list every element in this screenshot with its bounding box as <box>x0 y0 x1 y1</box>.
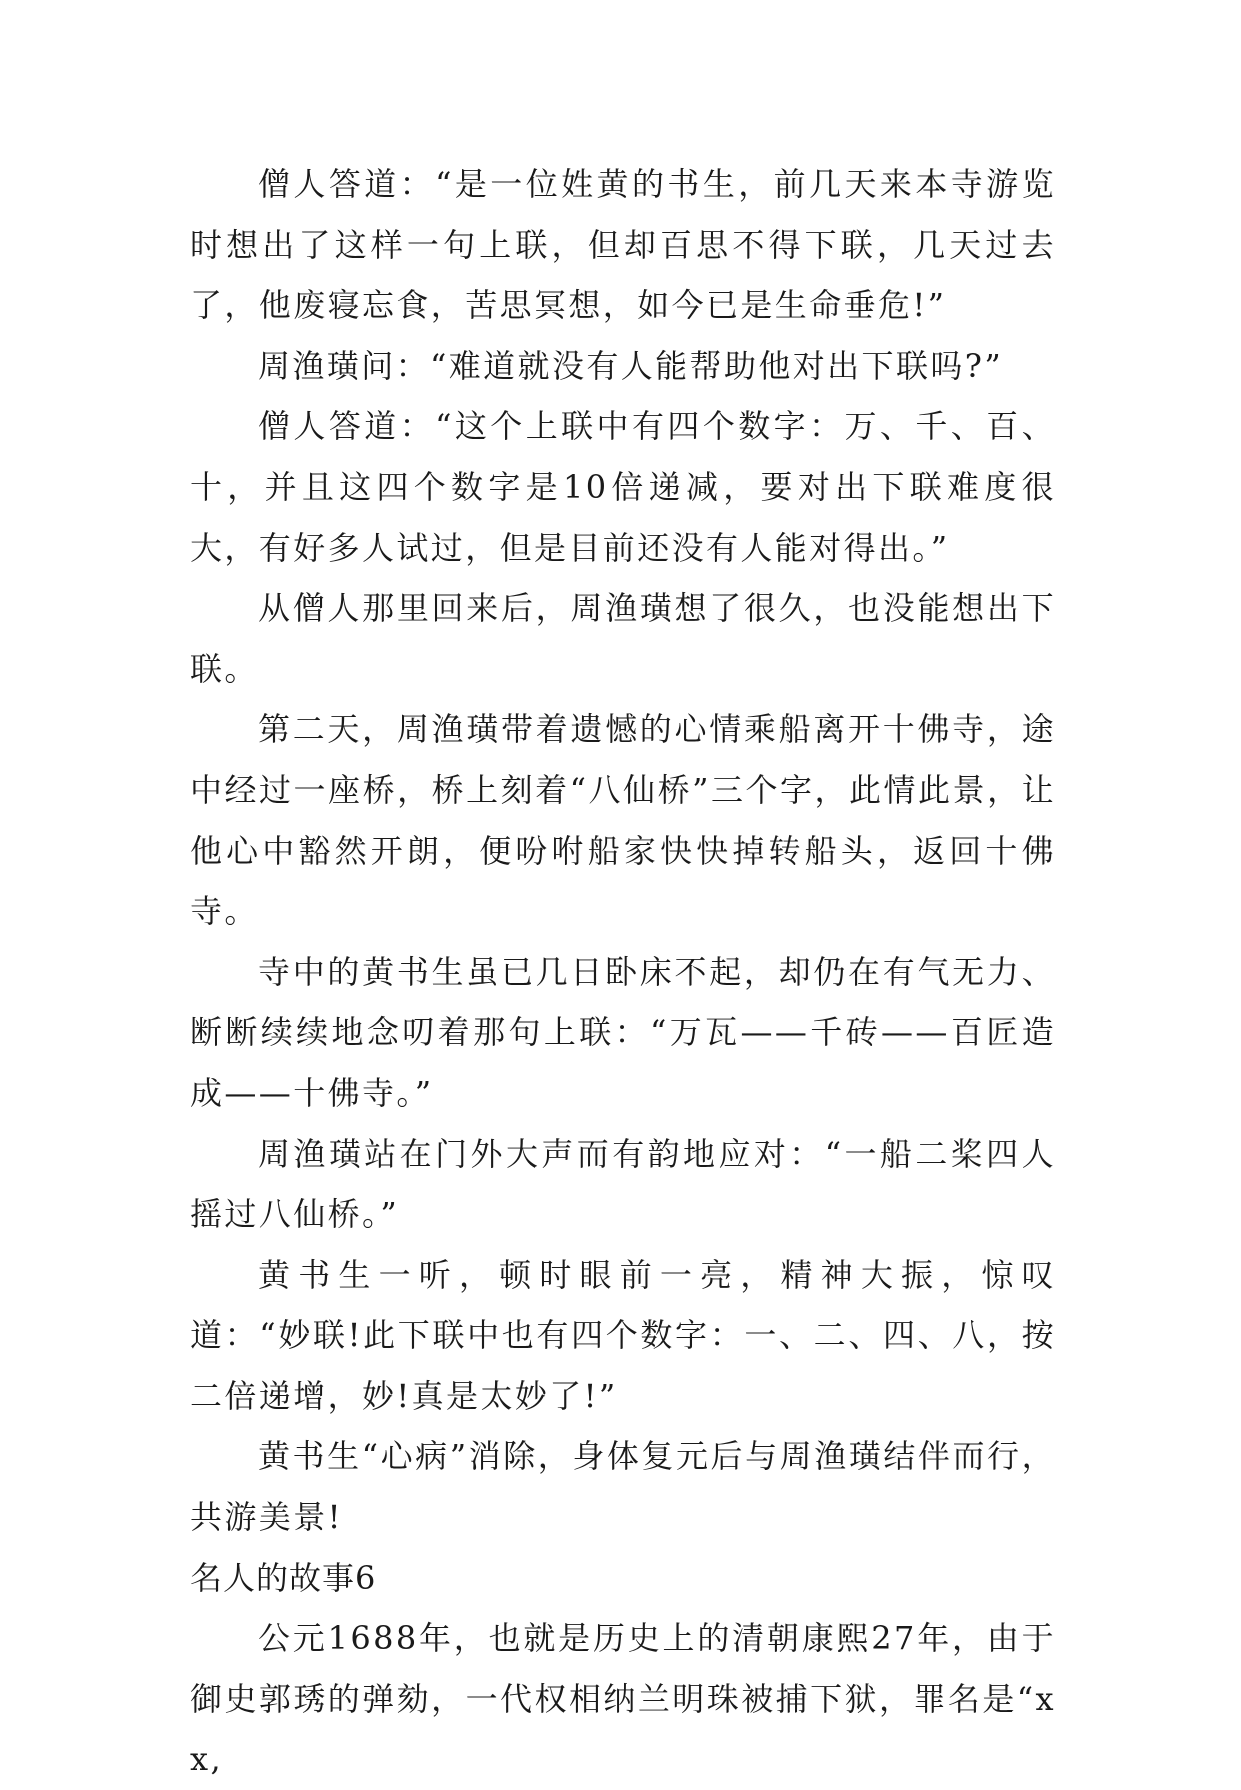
paragraph: 周渔璜问：“难道就没有人能帮助他对出下联吗?” <box>258 346 1004 385</box>
paragraph: 从僧人那里回来后，周渔璜想了很久，也没能想出下联。 <box>190 589 1056 688</box>
paragraph: 周渔璜站在门外大声而有韵地应对：“一船二桨四人摇过八仙桥。” <box>190 1134 1056 1234</box>
paragraph: 僧人答道：“是一位姓黄的书生，前几天来本寺游览时想出了这样一句上联，但却百思不得下联，几天过去了，他废寝忘食，苦思冥想，如今已是生命垂危!” <box>190 165 1056 325</box>
paragraph: 寺中的黄书生虽已几日卧床不起，却仍在有气无力、断断续续地念叨着那句上联：“万瓦——千砖——百匠造成——十佛寺。” <box>190 952 1056 1112</box>
paragraph: 黄书生一听，顿时眼前一亮，精神大振，惊叹道：“妙联!此下联中也有四个数字：一、二、四、八，按二倍递增，妙!真是太妙了!” <box>190 1255 1056 1415</box>
paragraph: 第二天，周渔璜带着遗憾的心情乘船离开十佛寺，途中经过一座桥，桥上刻着“八仙桥”三个字，此情此景，让他心中豁然开朗，便吩咐船家快快掉转船头，返回十佛寺。 <box>190 710 1056 931</box>
document-page <box>190 154 1056 1790</box>
paragraph: 僧人答道：“这个上联中有四个数字：万、千、百、十，并且这四个数字是10倍递减，要对出下联难度很大，有好多人试过，但是目前还没有人能对得出。” <box>190 407 1056 567</box>
paragraph: 公元1688年，也就是历史上的清朝康熙27年，由于御史郭琇的弹劾，一代权相纳兰明珠被捕下狱，罪名是“xx, <box>190 1619 1056 1779</box>
section-heading: 名人的故事6 <box>190 1558 377 1597</box>
paragraph: 黄书生“心病”消除，身体复元后与周渔璜结伴而行，共游美景! <box>190 1437 1056 1537</box>
